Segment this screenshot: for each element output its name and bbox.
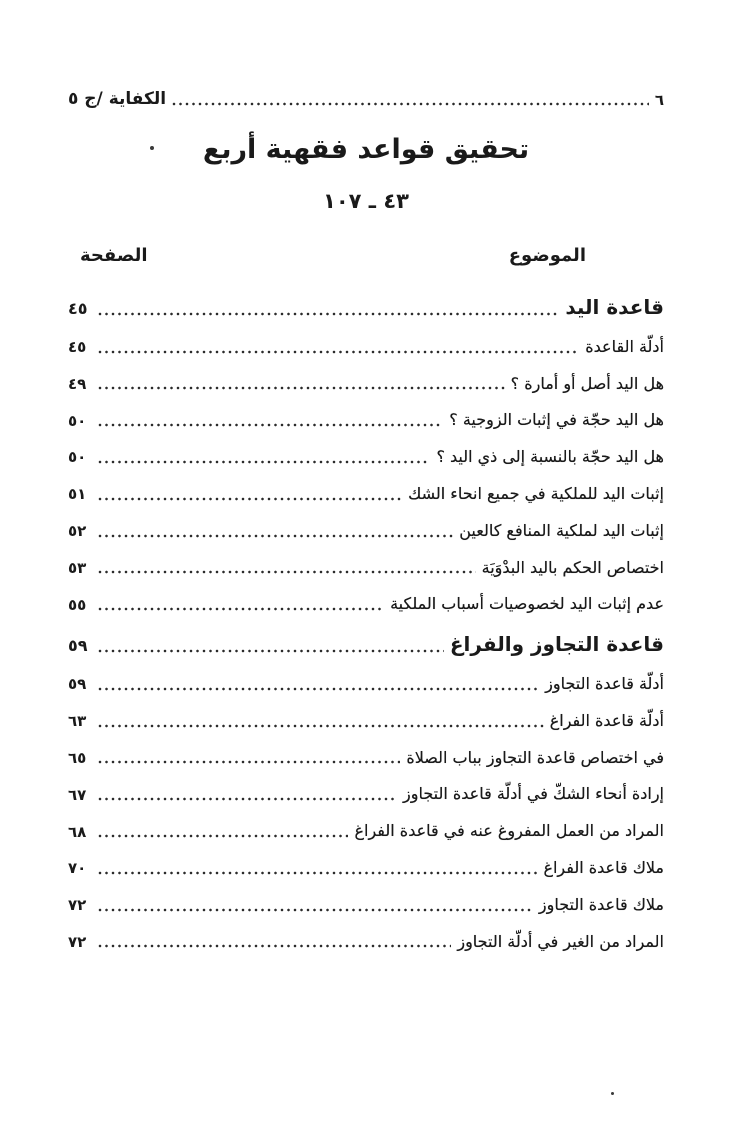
toc-entry-row — [68, 374, 664, 395]
entry-page-number: ٦٨ — [68, 822, 87, 841]
dotted-leader — [98, 908, 533, 912]
dotted-leader — [98, 724, 544, 728]
scan-speck — [611, 1092, 614, 1095]
section-title: قاعدة التجاوز والفراغ — [449, 632, 664, 657]
toc-entry-row — [68, 410, 664, 431]
entry-page-number: ٦٧ — [68, 785, 87, 804]
entry-page-number: ٤٩ — [68, 374, 87, 393]
dotted-leader — [98, 350, 579, 354]
entry-title: ملاك قاعدة الفراغ — [543, 858, 664, 878]
page-title: تحقيق قواعد فقهية أربع — [202, 134, 530, 166]
dotted-leader — [98, 570, 476, 574]
column-headers — [68, 243, 664, 268]
dotted-leader — [98, 797, 397, 801]
toc-entry-row — [68, 337, 664, 358]
running-header — [68, 88, 664, 110]
entry-title: عدم إثبات اليد لخصوصيات أسباب الملكية — [390, 594, 664, 614]
dotted-leader — [98, 312, 559, 316]
column-header-page: الصفحة — [80, 244, 148, 266]
entry-page-number: ٥٥ — [68, 595, 87, 614]
toc-entry-row — [68, 484, 664, 505]
entry-title: أدلّة القاعدة — [585, 336, 664, 356]
entry-page-number: ٧٠ — [68, 859, 87, 878]
entry-page-number: ٥٣ — [68, 558, 87, 577]
entry-page-number: ٥٠ — [68, 411, 87, 430]
entry-title: أدلّة قاعدة التجاوز — [545, 674, 664, 694]
toc-entry-row — [68, 858, 664, 879]
toc-entry-row — [68, 821, 664, 842]
dotted-leader — [98, 607, 384, 611]
dotted-leader — [98, 534, 453, 538]
dotted-leader — [98, 497, 402, 501]
dotted-leader — [98, 423, 443, 427]
entry-title: إثبات اليد للملكية في جميع انحاء الشك — [408, 483, 664, 503]
entry-page-number: ٦٥ — [68, 748, 87, 767]
scan-speck — [150, 146, 154, 150]
toc-entry-row — [68, 674, 664, 695]
entry-page-number: ٥١ — [68, 485, 87, 504]
entry-page-number: ٥٠ — [68, 448, 87, 467]
column-spacer — [148, 243, 509, 268]
entry-page-number: ٥٢ — [68, 522, 87, 540]
entry-page-number: ٤٥ — [68, 338, 87, 357]
entry-title: أدلّة قاعدة الفراغ — [549, 710, 664, 730]
header-book-title: الكفاية /ج ٥ — [68, 89, 167, 109]
toc-list — [68, 294, 664, 953]
dotted-leader — [98, 871, 537, 875]
entry-title: إثبات اليد لملكية المنافع كالعين — [459, 520, 664, 540]
dotted-leader — [172, 102, 649, 106]
entry-title: هل اليد حجّة بالنسبة إلى ذي اليد ؟ — [436, 447, 664, 467]
dotted-leader — [98, 460, 430, 464]
toc-section-row — [68, 631, 664, 657]
entry-page-number: ٦٣ — [68, 712, 87, 731]
entry-page-number: ٧٢ — [68, 932, 87, 951]
toc-section-row — [68, 294, 664, 320]
dotted-leader — [98, 760, 400, 764]
header-page-number: ٦ — [654, 90, 664, 109]
entry-title: هل اليد حجّة في إثبات الزوجية ؟ — [449, 410, 664, 430]
section-page-number: ٤٥ — [68, 298, 88, 318]
toc-entry-row — [68, 558, 664, 579]
toc-entry-row — [68, 748, 664, 769]
entry-title: إرادة أنحاء الشكّ في أدلّة قاعدة التجاوز — [402, 784, 664, 804]
entry-page-number: ٧٢ — [68, 896, 87, 915]
dotted-leader — [98, 649, 444, 653]
dotted-leader — [98, 386, 505, 390]
toc-entry-row — [68, 594, 664, 615]
entry-title: اختصاص الحكم باليد البدْوَيَة — [481, 557, 664, 577]
toc-entry-row — [68, 521, 664, 542]
toc-entry-row — [68, 711, 664, 732]
section-title: قاعدة اليد — [565, 294, 664, 319]
entry-title: في اختصاص قاعدة التجاوز بباب الصلاة — [406, 747, 664, 767]
dotted-leader — [98, 834, 348, 838]
page-range: ٤٣ ـ ١٠٧ — [323, 188, 409, 213]
entry-title: هل اليد أصل أو أمارة ؟ — [510, 373, 664, 393]
entry-title: المراد من العمل المفروغ عنه في قاعدة الفراغ — [354, 821, 664, 841]
column-header-topic: الموضوع — [508, 244, 586, 266]
entry-page-number: ٥٩ — [68, 675, 87, 694]
dotted-leader — [98, 944, 451, 948]
toc-entry-row — [68, 784, 664, 805]
entry-title: ملاك قاعدة التجاوز — [538, 894, 664, 914]
toc-entry-row — [68, 932, 664, 953]
entry-title: المراد من الغير في أدلّة التجاوز — [457, 931, 664, 951]
toc-entry-row — [68, 447, 664, 468]
dotted-leader — [98, 687, 539, 691]
toc-entry-row — [68, 895, 664, 916]
section-page-number: ٥٩ — [68, 636, 88, 656]
